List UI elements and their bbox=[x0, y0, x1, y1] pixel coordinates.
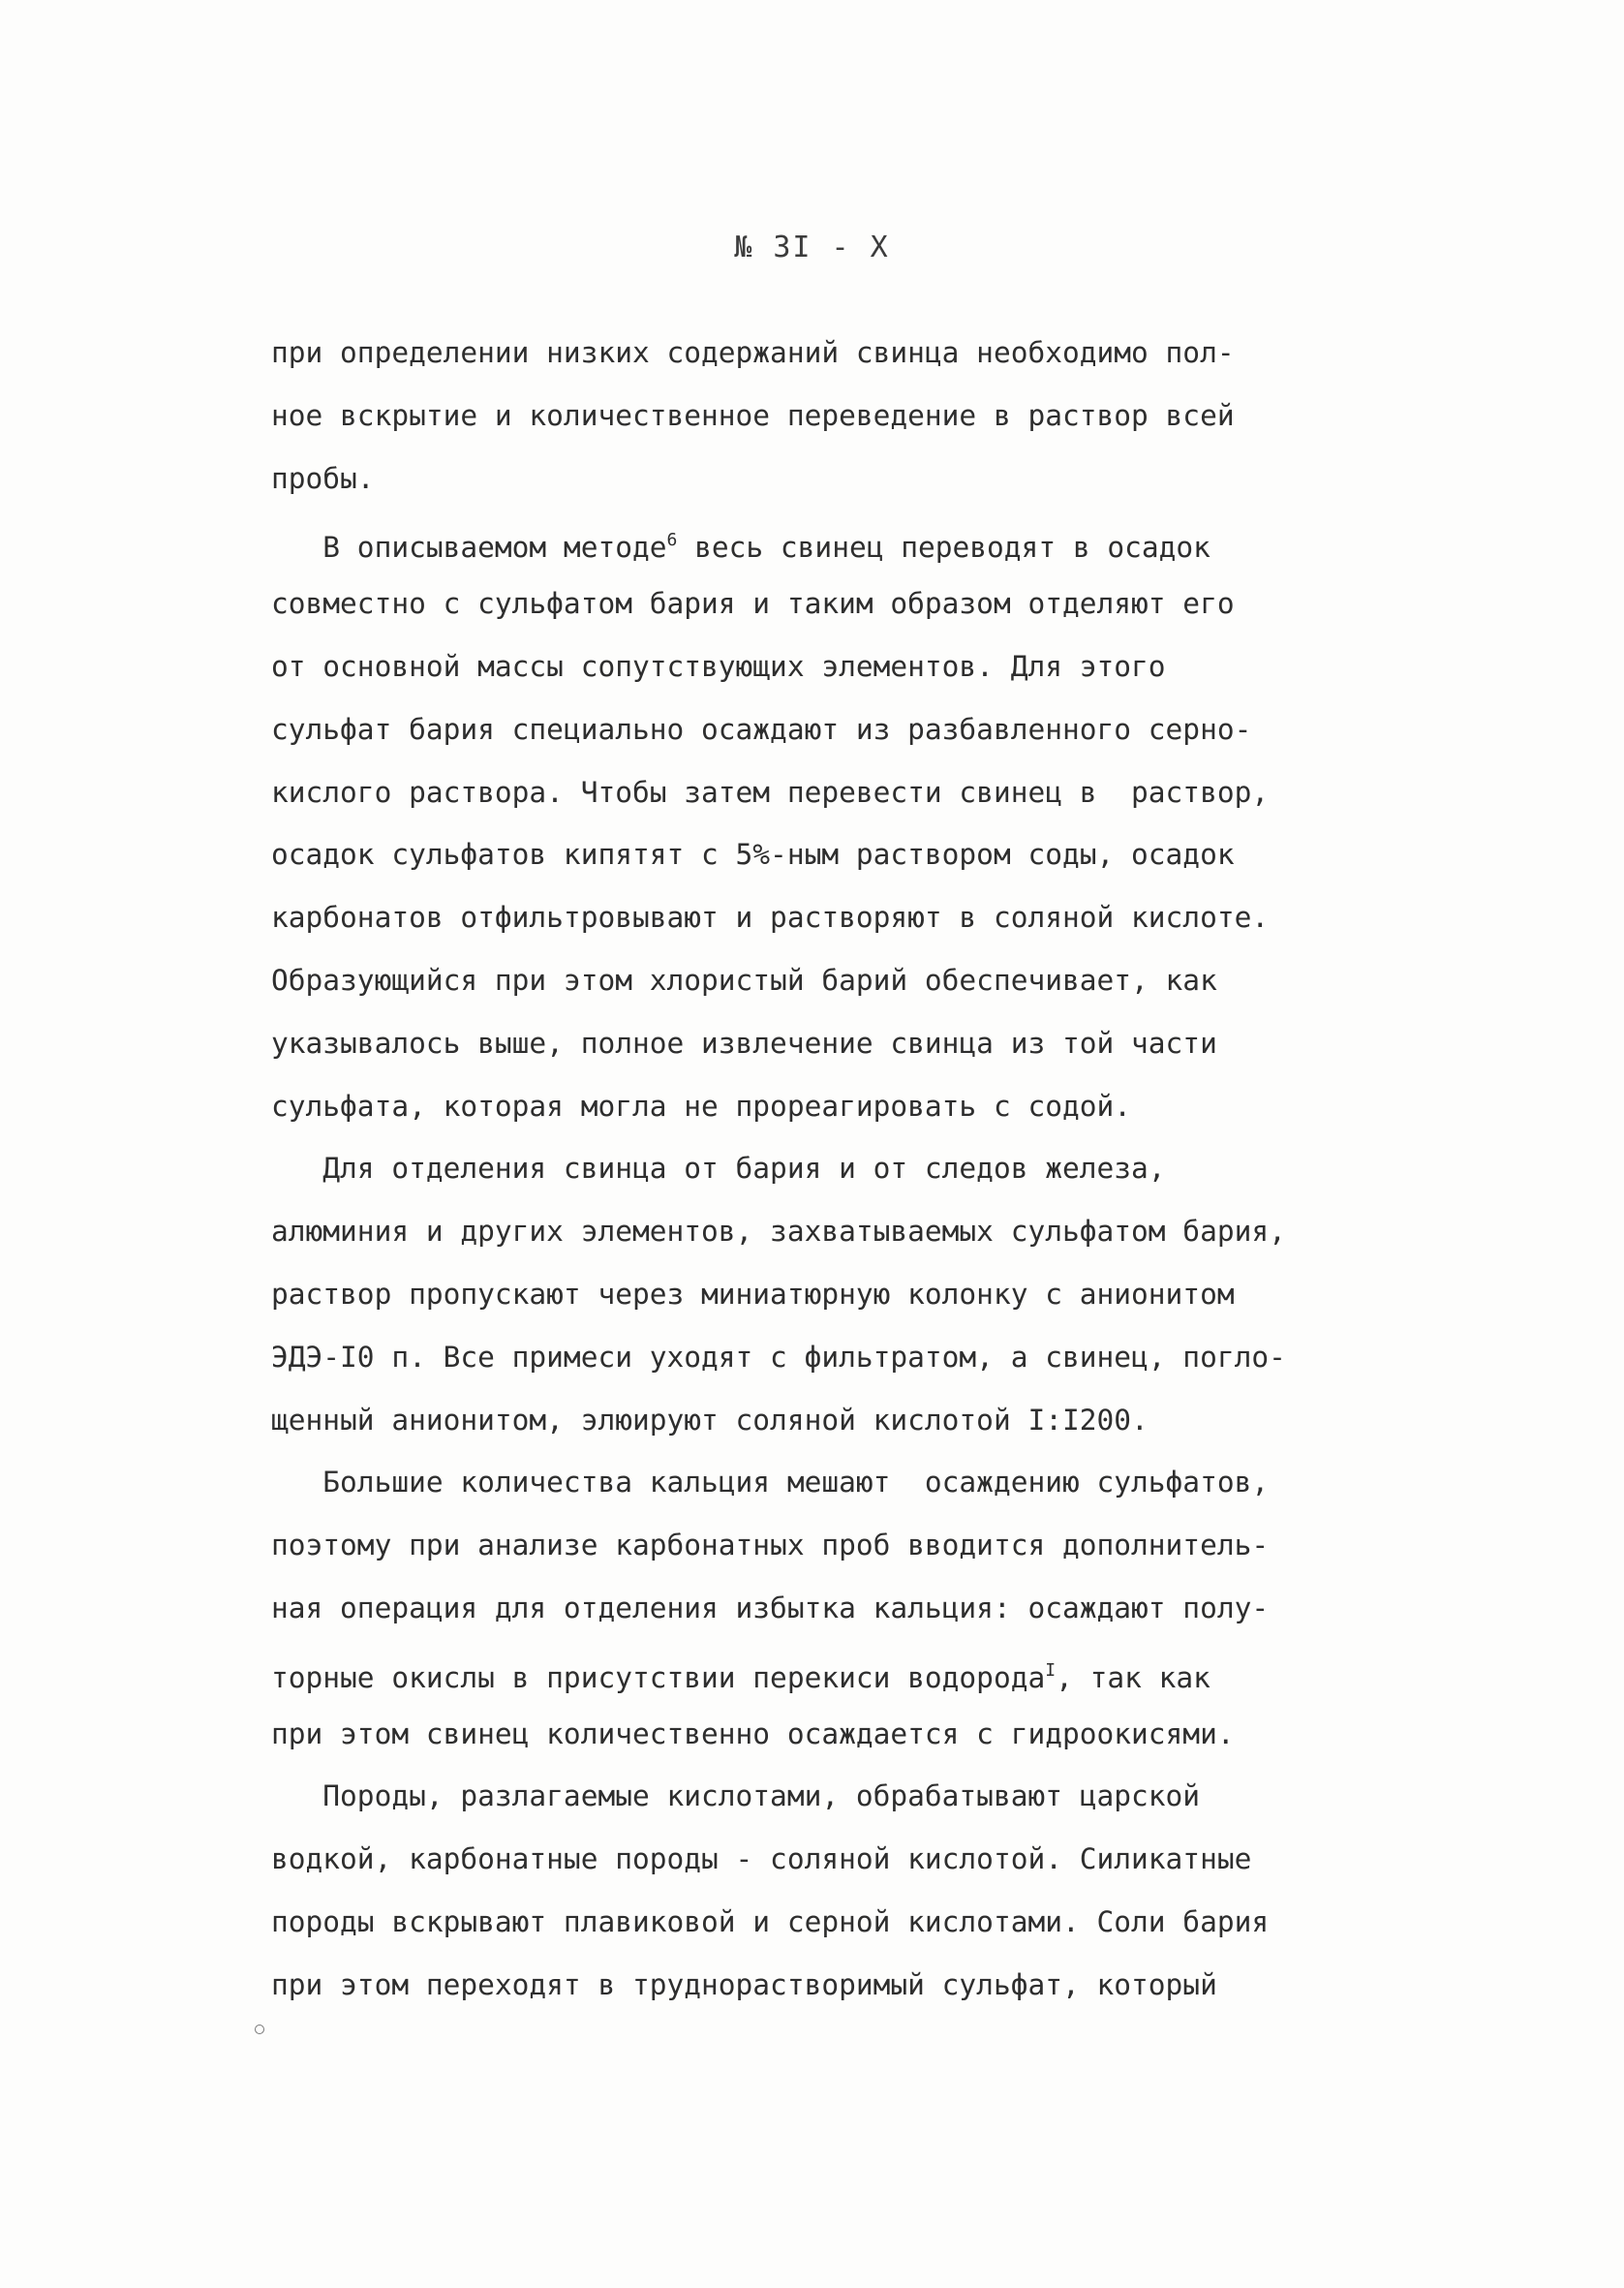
text-line bbox=[271, 823, 1346, 886]
text-line bbox=[271, 1891, 1346, 1954]
text-line bbox=[271, 1389, 1346, 1452]
line-text: В описываемом методе bbox=[271, 531, 667, 565]
text-line bbox=[271, 1954, 1346, 2017]
line-text: ное вскрытие и количественное переведение в раствор всей bbox=[271, 398, 1235, 432]
line-text: сульфата, которая могла не прореагировать с содой. bbox=[271, 1089, 1132, 1123]
line-text: ная операция для отделения избытка кальция: осаждают полу- bbox=[271, 1591, 1270, 1624]
line-text: при определении низких содержаний свинца необходимо пол- bbox=[271, 336, 1235, 369]
text-line bbox=[271, 572, 1346, 635]
line-text: Большие количества кальция мешают осаждению сульфатов, bbox=[271, 1466, 1270, 1500]
line-text: Породы, разлагаемые кислотами, обрабатывают царской bbox=[271, 1779, 1201, 1813]
text-line bbox=[271, 448, 1346, 510]
line-text-continuation: весь свинец переводят в осадок bbox=[677, 531, 1210, 565]
text-line bbox=[271, 1828, 1346, 1891]
line-text: карбонатов отфильтровывают и растворяют в соляной кислоте. bbox=[271, 901, 1270, 935]
text-line bbox=[271, 1075, 1346, 1138]
footnote-reference: I bbox=[1045, 1659, 1057, 1681]
line-text: пробы. bbox=[271, 461, 375, 495]
text-line bbox=[271, 761, 1346, 824]
body-text bbox=[271, 322, 1346, 2017]
line-text: при этом переходят в труднорастворимый сульфат, который bbox=[271, 1967, 1217, 2001]
text-line bbox=[271, 1640, 1346, 1703]
text-line bbox=[271, 1137, 1346, 1200]
text-line bbox=[271, 1451, 1346, 1514]
line-text: раствор пропускают через миниатюрную колонку с анионитом bbox=[271, 1277, 1235, 1311]
text-line bbox=[271, 949, 1346, 1012]
line-text: Образующийся при этом хлористый барий обеспечивает, как bbox=[271, 963, 1217, 997]
scan-mark-dot bbox=[255, 2025, 264, 2034]
text-line bbox=[271, 886, 1346, 949]
text-line bbox=[271, 1263, 1346, 1326]
line-text: Для отделения свинца от бария и от следов железа, bbox=[271, 1152, 1166, 1186]
page-number: № 3I - X bbox=[734, 231, 890, 264]
text-line bbox=[271, 635, 1346, 698]
line-text: от основной массы сопутствующих элементов. Для этого bbox=[271, 649, 1166, 683]
line-text: кислого раствора. Чтобы затем перевести свинец в раствор, bbox=[271, 775, 1270, 809]
line-text: указывалось выше, полное извлечение свинца из той части bbox=[271, 1026, 1217, 1060]
line-text: поэтому при анализе карбонатных проб вводится дополнитель- bbox=[271, 1529, 1270, 1562]
text-line bbox=[271, 1765, 1346, 1828]
text-line bbox=[271, 510, 1346, 572]
line-text: ЭДЭ-I0 п. Все примеси уходят с фильтратом, а свинец, погло- bbox=[271, 1340, 1286, 1374]
text-line bbox=[271, 1326, 1346, 1389]
text-line bbox=[271, 1577, 1346, 1640]
line-text: водкой, карбонатные породы - соляной кислотой. Силикатные bbox=[271, 1842, 1252, 1876]
line-text: торные окислы в присутствии перекиси водорода bbox=[271, 1660, 1046, 1694]
line-text: алюминия и других элементов, захватываемых сульфатом бария, bbox=[271, 1215, 1286, 1249]
text-line bbox=[271, 1703, 1346, 1766]
footnote-reference: 6 bbox=[666, 530, 678, 551]
line-text: щенный анионитом, элюируют соляной кислотой I:I200. bbox=[271, 1403, 1149, 1437]
text-line bbox=[271, 1012, 1346, 1075]
text-line bbox=[271, 698, 1346, 761]
line-text: осадок сульфатов кипятят с 5%-ным раствором соды, осадок bbox=[271, 838, 1235, 872]
text-line bbox=[271, 385, 1346, 448]
text-line bbox=[271, 1514, 1346, 1577]
text-line bbox=[271, 1200, 1346, 1263]
line-text: породы вскрывают плавиковой и серной кислотами. Соли бария bbox=[271, 1904, 1270, 1938]
line-text-continuation: , так как bbox=[1056, 1660, 1210, 1694]
line-text: сульфат бария специально осаждают из разбавленного серно- bbox=[271, 712, 1252, 746]
line-text: совместно с сульфатом бария и таким образом отделяют его bbox=[271, 587, 1235, 621]
text-line bbox=[271, 322, 1346, 385]
line-text: при этом свинец количественно осаждается с гидроокисями. bbox=[271, 1716, 1235, 1750]
